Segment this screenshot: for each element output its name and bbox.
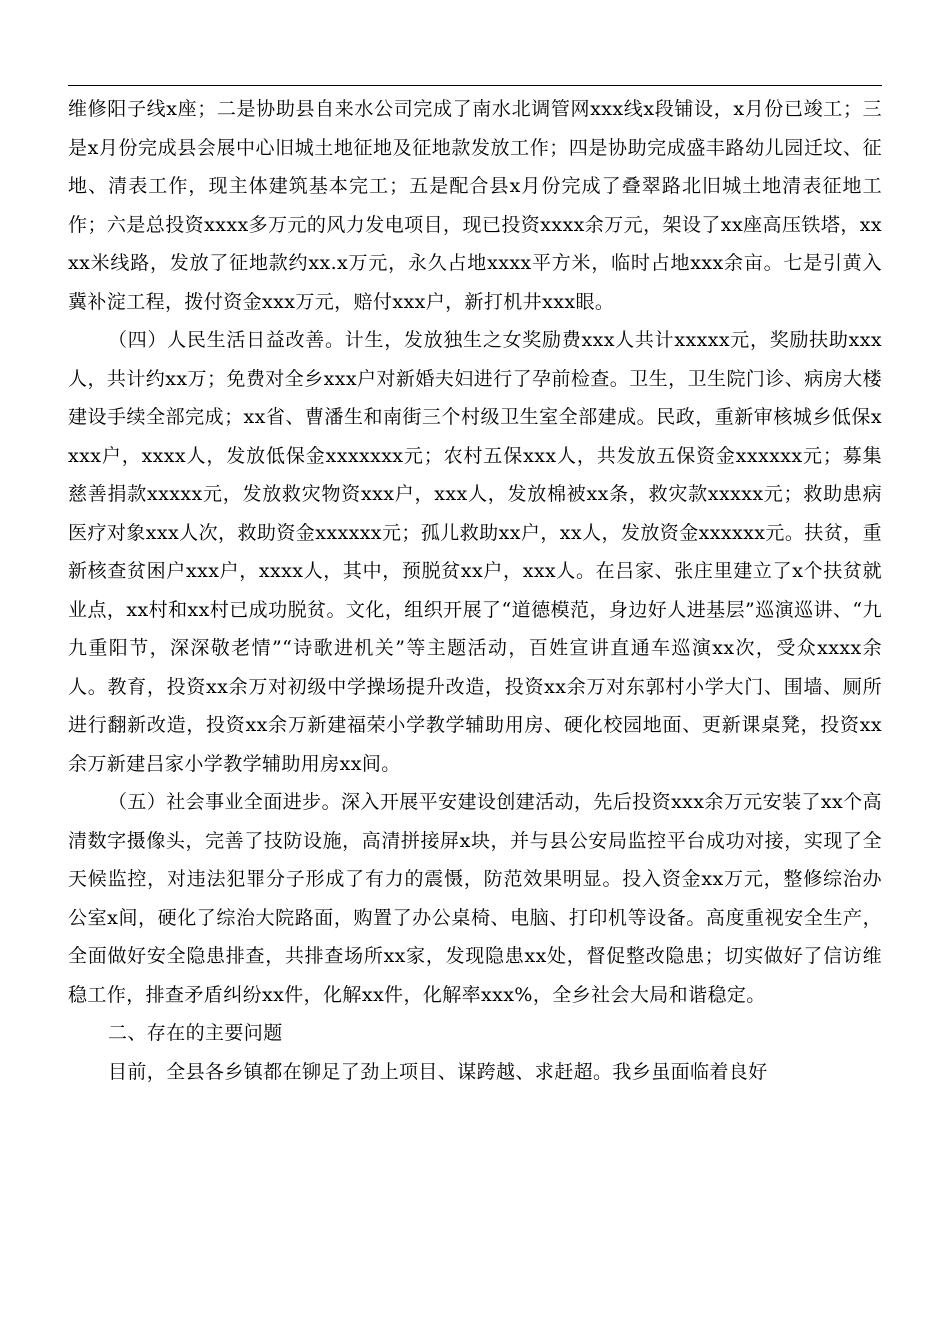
section-heading-main-problems: 二、存在的主要问题 [108,1022,283,1044]
paragraph-social-affairs: （五）社会事业全面进步。深入开展平安建设创建活动，先后投资xxx余万元安装了xx个高清数字摄像头，完善了技防设施，高清拼接屏x块，并与县公安局监控平台成功对接，实现了全天候监控，对违法犯罪分子形成了有力的震慑，防范效果明显。投入资金xx万元，整修综治办公室x间，硬化了综治大院路面，购置了办公桌椅、电脑、打印机等设备。高度重视安全生产，全面做好安全隐患排查，共排查场所xx家，发现隐患xx处，督促整改隐患；切实做好了信访维稳工作，排查矛盾纠纷xx件，化解xx件，化解率xxx%，全乡社会大局和谐稳定。 [68,791,882,1006]
header-rule [68,85,882,86]
document-body [68,90,882,1091]
paragraph-livelihood: （四）人民生活日益改善。计生，发放独生之女奖励费xxx人共计xxxxx元，奖励扶助xxx人，共计约xx万；免费对全乡xxx户对新婚夫妇进行了孕前检查。卫生，卫生院门诊、病房大楼建设手续全部完成；xx省、曹潘生和南街三个村级卫生室全部建成。民政，重新审核城乡低保xxxx户，xxxx人，发放低保金xxxxxxx元；农村五保xxx人，共发放五保资金xxxxxx元；募集慈善捐款xxxxx元，发放救灾物资xxx户，xxx人，发放棉被xx条，救灾款xxxxx元；救助患病医疗对象xxx人次，救助资金xxxxxx元；孤儿救助xx户，xx人，发放资金xxxxxx元。扶贫，重新核查贫困户xxx户，xxxx人，其中，预脱贫xx户，xxx人。在吕家、张庄里建立了x个扶贫就业点，xx村和xx村已成功脱贫。文化，组织开展了“道德模范，身边好人进基层”巡演巡讲、“九九重阳节，深深敬老情”“诗歌进机关”等主题活动，百姓宣讲直通车巡演xx次，受众xxxx余人。教育，投资xx余万对初级中学操场提升改造，投资xx余万对东郭村小学大门、围墙、厕所进行翻新改造，投资xx余万新建福荣小学教学辅助用房、硬化校园地面、更新课桌凳，投资xx余万新建吕家小学教学辅助用房xx间。 [68,329,882,775]
paragraph-infrastructure-continued: 维修阳子线x座；二是协助县自来水公司完成了南水北调管网xxx线x段铺设，x月份已竣工；三是x月份完成县会展中心旧城土地征地及征地款发放工作；四是协助完成盛丰路幼儿园迁坟、征地、清表工作，现主体建筑基本完工；五是配合县x月份完成了叠翠路北旧城土地清表征地工作；六是总投资xxxx多万元的风力发电项目，现已投资xxxx余万元，架设了xx座高压铁塔，xxxx米线路，发放了征地款约xx.x万元，永久占地xxxx平方米，临时占地xxx余亩。七是引黄入冀补淀工程，拨付资金xxx万元，赔付xxx户，新打机井xxx眼。 [68,98,882,313]
paragraph-problems-intro: 目前，全县各乡镇都在铆足了劲上项目、谋跨越、求赶超。我乡虽面临着良好 [108,1060,768,1083]
